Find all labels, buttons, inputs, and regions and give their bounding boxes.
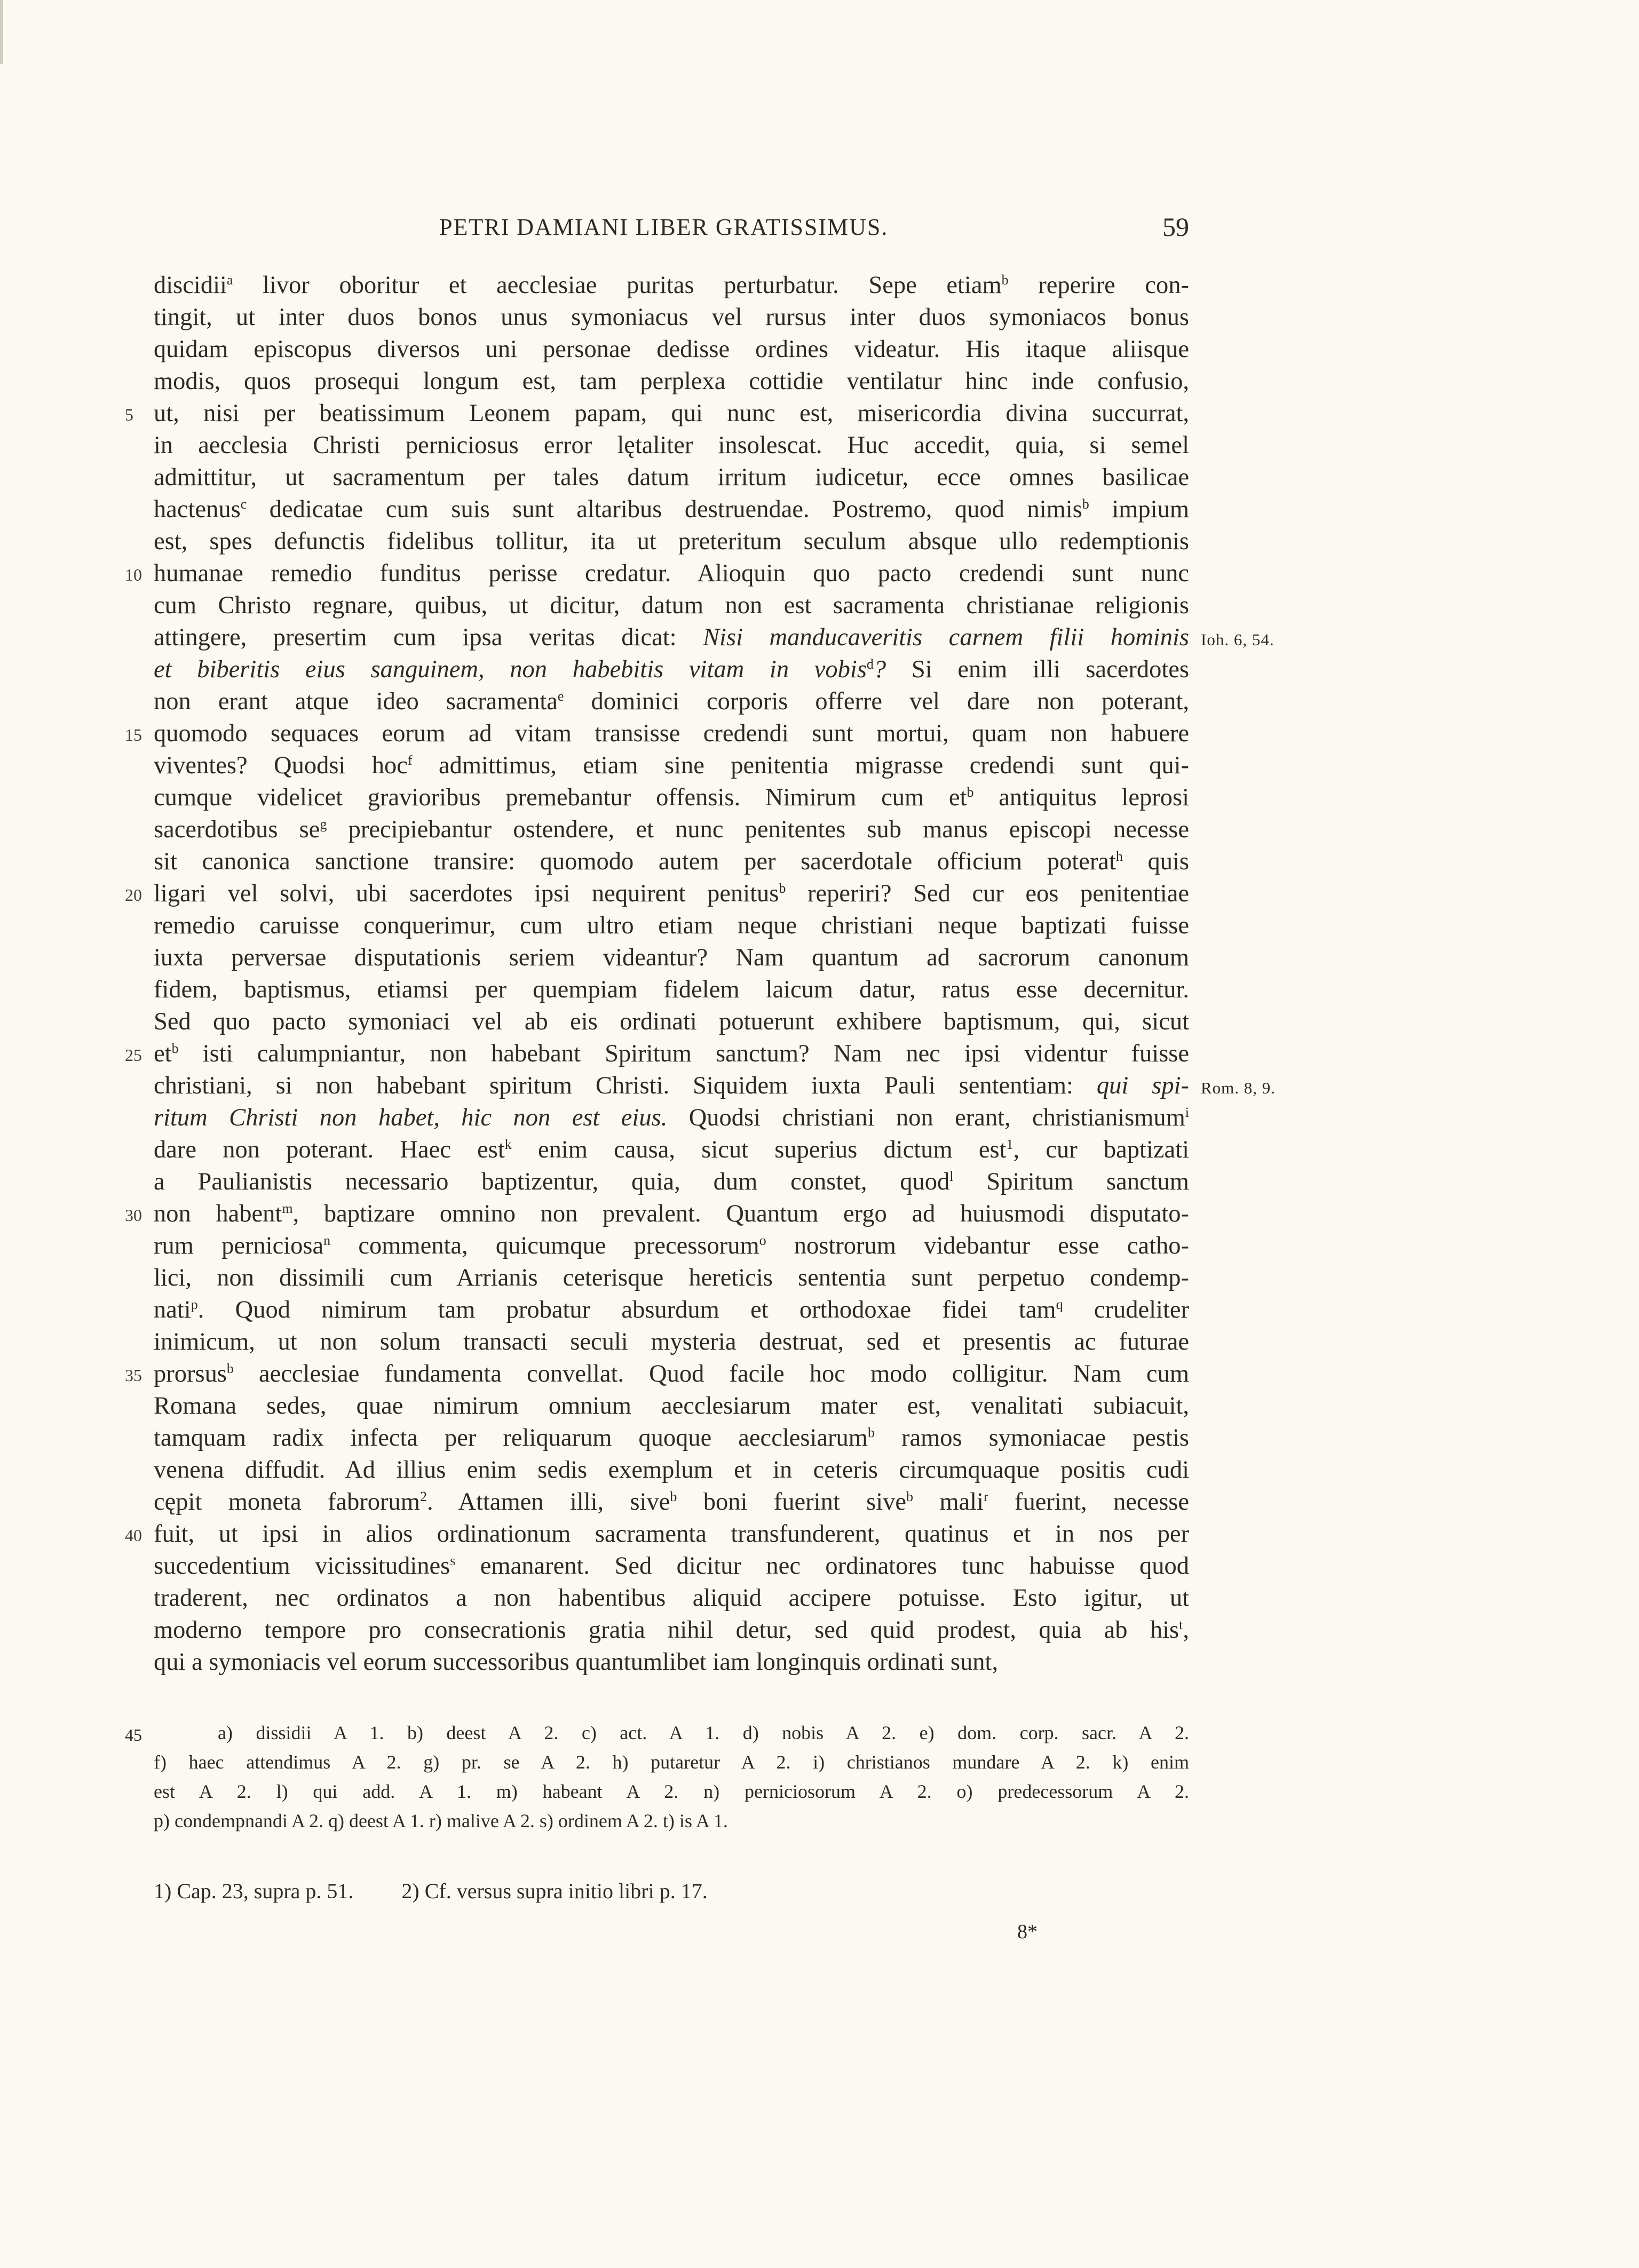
signature-mark: 8* xyxy=(1017,1921,1038,1943)
text-line: venena diffudit. Ad illius enim sedis exemplum et in ceteris circumquaque positis cudi xyxy=(154,1456,1189,1484)
text-line: cępit moneta fabrorum$^2$. Attamen illi, sive$^b$ boni fuerint sive$^b$ mali$^r$ fuerint, necesse xyxy=(154,1488,1189,1516)
text-line: Romana sedes, quae nimirum omnium aecclesiarum mater est, venalitati subiacuit, xyxy=(154,1392,1189,1420)
source-references xyxy=(154,1878,1189,1904)
text-line: est, spes defunctis fidelibus tollitur, ita ut preteritum seculum absque ullo redemptionis xyxy=(154,528,1189,555)
text-line: cumque videlicet gravioribus premebantur offensis. Nimirum cum $et^b$ antiquitus leprosi xyxy=(154,784,1189,811)
line-number: 15 xyxy=(125,725,142,744)
line-number: 40 xyxy=(125,1526,142,1545)
text-line: Sed quo pacto symoniaci vel ab eis ordinati potuerunt exhibere baptismum, qui, sicut xyxy=(154,1008,1189,1035)
text-line: 30 non habent$^m$, baptizare omnino non prevalent. Quantum ergo ad huiusmodi disputato- xyxy=(154,1198,1189,1230)
critical-apparatus xyxy=(125,1718,1189,1836)
text-line: sacerdotibus $se^g$ precipiebantur ostendere, et nunc penitentes sub manus episcopi necesse xyxy=(154,816,1189,843)
reference-2: 2) Cf. versus supra initio libri p. 17. xyxy=(401,1879,708,1903)
text-line: cum Christo regnare, quibus, ut dicitur, datum non est sacramenta christianae religionis xyxy=(154,592,1189,619)
text-line: sit canonica sanctione transire: quomodo autem per sacerdotale officium poterat$^h$ quis xyxy=(154,848,1189,875)
text-line: nati$^p$. Quod nimirum tam probatur absurdum et orthodoxae fidei tam$^q$ crudeliter xyxy=(154,1296,1189,1323)
main-text xyxy=(125,269,1276,1678)
page-header xyxy=(154,213,1189,251)
line-number: 35 xyxy=(125,1366,142,1385)
text-line: in aecclesia Christi perniciosus error lętaliter insolescat. Huc accedit, quia, si semel xyxy=(154,432,1189,459)
reference-1: 1) Cap. 23, supra p. 51. xyxy=(154,1879,354,1903)
line-number: 10 xyxy=(125,565,142,584)
text-line: tamquam radix infecta per reliquarum quoque aecclesiarum$^b$ ramos symoniacae pestis xyxy=(154,1424,1189,1452)
text-line: christiani, si non habebant spiritum Christi. Siquidem iuxta Pauli sententiam: qui spi- Rom. 8, 9. xyxy=(154,1070,1189,1102)
line-number: 30 xyxy=(125,1206,142,1225)
text-line: ritum Christi non habet, hic non est eius. Quodsi christiani non erant, christianismum$^i$ xyxy=(154,1104,1189,1131)
text-line: a Paulianistis necessario baptizentur, quia, dum constet, quod$^l$ Spiritum sanctum xyxy=(154,1168,1189,1195)
text-line: traderent, nec ordinatos a non habentibus aliquid accipere potuisse. Esto igitur, ut xyxy=(154,1584,1189,1612)
text-line: hactenus$^c$ dedicatae cum suis sunt altaribus destruendae. Postremo, quod nimis$^b$ impium xyxy=(154,496,1189,523)
text-line: quidam episcopus diversos uni personae dedisse ordines videatur. His itaque aliisque xyxy=(154,336,1189,363)
text-line: succedentium vicissitudines$^s$ emanarent. Sed dicitur nec ordinatores tunc habuisse quod xyxy=(154,1552,1190,1580)
text-line: 20 ligari vel solvi, ubi sacerdotes ipsi nequirent penitus$^b$ reperiri? Sed cur eos penitentiae xyxy=(154,878,1189,910)
apparatus-line: f) haec attendimus A 2. g) pr. se A 2. h) putaretur A 2. i) christianos mundare A 2. k) enim xyxy=(154,1751,1189,1773)
line-number: 20 xyxy=(125,885,142,905)
running-title: PETRI DAMIANI LIBER GRATISSIMUS. xyxy=(439,214,889,240)
text-line: discidii$^a$ livor oboritur et aecclesiae puritas perturbatur. Sepe etiam$^b$ reperire con- xyxy=(154,272,1189,299)
text-line: rum perniciosa$^n$ commenta, quicumque precessorum$^o$ nostrorum videbantur esse catho- xyxy=(154,1232,1189,1259)
text-line: fidem, baptismus, etiamsi per quempiam fidelem laicum datur, ratus esse decernitur. xyxy=(154,976,1189,1003)
text-line: 10 humanae remedio funditus perisse credatur. Alioquin quo pacto credendi sunt nunc xyxy=(154,558,1189,590)
text-line: dare non poterant. Haec est$^k$ enim causa, sicut superius dictum est$^1$, cur baptizati xyxy=(154,1136,1189,1163)
text-line: iuxta perversae disputationis seriem videantur? Nam quantum ad sacrorum canonum xyxy=(154,944,1189,971)
page-edge-shadow xyxy=(0,0,3,64)
text-line: qui a symoniacis vel eorum successoribus quantumlibet iam longinquis ordinati sunt, xyxy=(154,1648,999,1676)
text-line: et biberitis eius sanguinem, non habebitis vitam in vobis$^d$? Si enim illi sacerdotes xyxy=(154,656,1189,683)
text-line: 25 $et^b$ isti calumpniantur, non habebant Spiritum sanctum? Nam nec ipsi videntur fuisse xyxy=(154,1038,1189,1070)
text-line: 15 quomodo sequaces eorum ad vitam transisse credendi sunt mortui, quam non habuere xyxy=(154,718,1189,750)
page-number: 59 xyxy=(1162,212,1189,242)
text-line: viventes? Quodsi hoc$^f$ admittimus, etiam sine penitentia migrasse credendi sunt qui- xyxy=(154,752,1189,779)
margin-note-rom: Rom. 8, 9. xyxy=(1201,1079,1276,1097)
text-line: attingere, presertim cum ipsa veritas dicat: Nisi manducaveritis carnem filii hominis Ioh. 6, 54. xyxy=(154,622,1189,654)
line-number: 5 xyxy=(125,405,133,424)
text-line: non erant atque ideo sacramenta$^e$ dominici corporis offerre vel dare non poterant, xyxy=(154,688,1189,715)
text-line: modis, quos prosequi longum est, tam perplexa cottidie ventilatur hinc inde confusio, xyxy=(154,368,1189,395)
text-line: 35 prorsus$^b$ aecclesiae fundamenta convellat. Quod facile hoc modo colligitur. Nam cum xyxy=(154,1358,1189,1390)
text-line: tingit, ut inter duos bonos unus symoniacus vel rursus inter duos symoniacos bonus xyxy=(154,304,1189,331)
text-line: inimicum, ut non solum transacti seculi mysteria destruat, sed et presentis ac futurae xyxy=(154,1328,1189,1355)
text-line: remedio caruisse conquerimur, cum ultro etiam neque christiani neque baptizati fuisse xyxy=(154,912,1189,939)
apparatus-line: 45 a) dissidii A 1. b) deest A 2. c) act. A 1. d) nobis A 2. e) dom. corp. sacr. A 2. xyxy=(154,1718,1189,1748)
apparatus-line: est A 2. l) qui add. A 1. m) habeant A 2. n) perniciosorum A 2. o) predecessorum A 2. xyxy=(154,1781,1189,1802)
text-line: moderno tempore pro consecrationis gratia nihil detur, sed quid prodest, quia ab his$^t$, xyxy=(154,1616,1189,1644)
text-line: 5 ut, nisi per beatissimum Leonem papam, qui nunc est, misericordia divina succurrat, xyxy=(154,398,1189,430)
line-number: 25 xyxy=(125,1045,142,1065)
apparatus-line: p) condempnandi A 2. q) deest A 1. r) malive A 2. s) ordinem A 2. t) is A 1. xyxy=(154,1810,728,1831)
text-line: 40 fuit, ut ipsi in alios ordinationum sacramenta transfunderent, quatinus et in nos per xyxy=(154,1518,1189,1550)
line-number: 45 xyxy=(125,1725,142,1744)
text-line: admittitur, ut sacramentum per tales datum irritum iudicetur, ecce omnes basilicae xyxy=(154,464,1189,491)
text-line: lici, non dissimili cum Arrianis ceterisque hereticis sententia sunt perpetuo condemp- xyxy=(154,1264,1189,1291)
margin-note-ioh: Ioh. 6, 54. xyxy=(1201,630,1274,649)
